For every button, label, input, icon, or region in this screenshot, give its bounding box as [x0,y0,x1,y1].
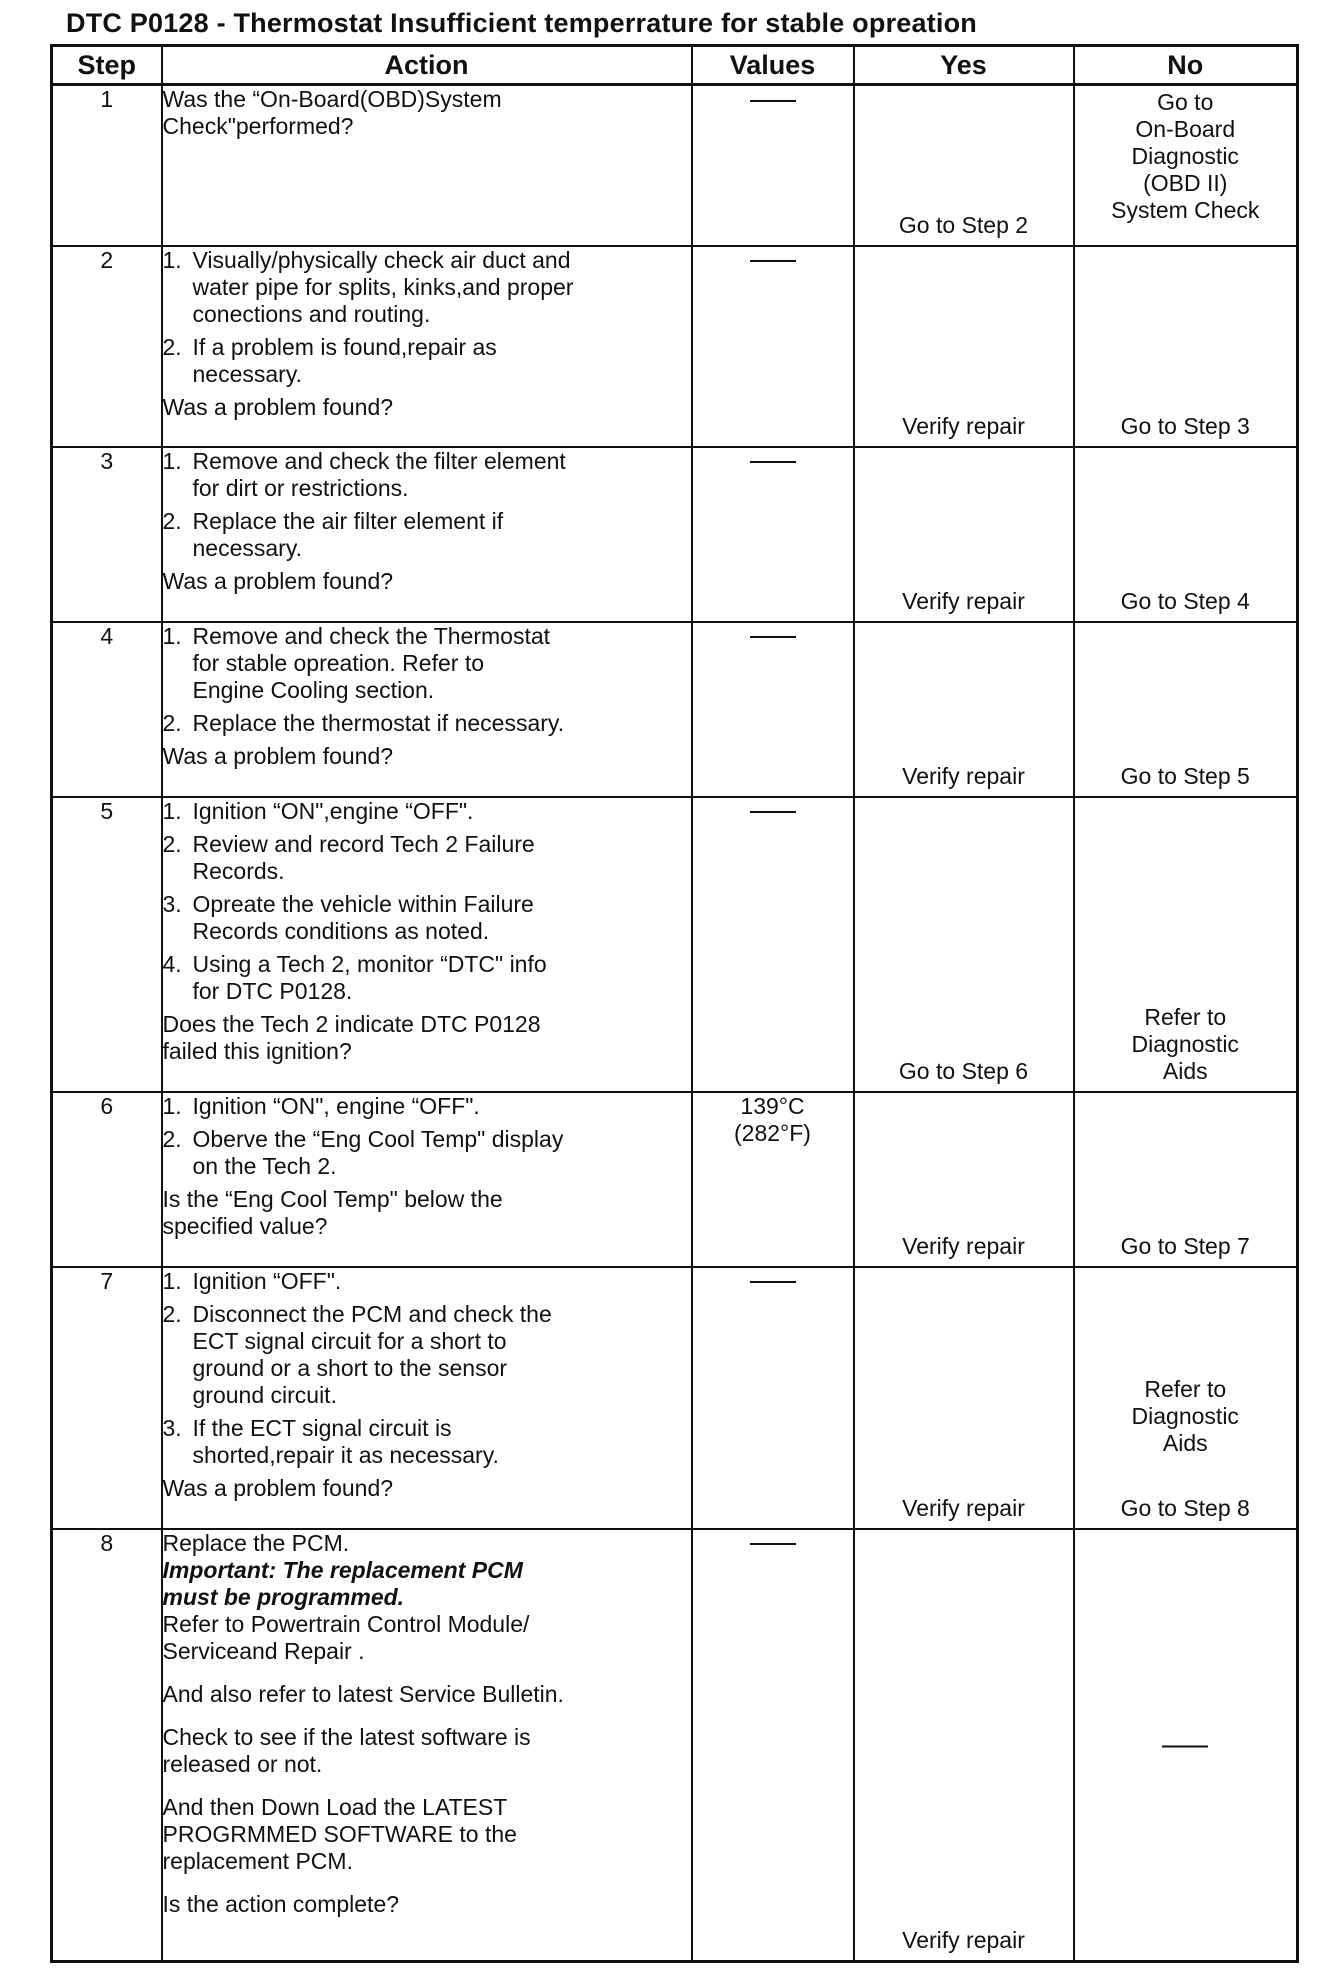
action-text: Replace the PCM. [162,1529,350,1556]
no-text: Go to Step 8 [1120,1494,1250,1521]
no-cell [1074,1092,1298,1267]
action-item: 1. Visually/physically check air duct and water pipe for splits, kinks,and proper conections and routing. [162,246,574,327]
action-item: 2. If a problem is found,repair as necessary. [162,333,497,387]
header-row [52,46,1298,85]
table-row [52,622,1298,797]
no-text: Go to Step 4 [1120,587,1250,614]
no-text: Diagnostic [1131,1402,1239,1429]
header-yes: Yes [854,46,1074,85]
action-cell [162,1092,692,1267]
refer-text: Refer to Powertrain Control Module/ Serviceand Repair . [162,1610,530,1664]
action-item: 2. Disconnect the PCM and check the ECT signal circuit for a short to ground or a short to the sensor ground circuit. [162,1300,552,1408]
dash [750,461,796,463]
action-question: Was a problem found? [162,742,394,769]
action-question: Is the “Eng Cool Temp" below the specified value? [162,1185,503,1239]
step-number: 1 [52,85,162,246]
yes-text: Verify repair [902,587,1025,614]
action-text: And then Down Load the LATEST PROGRMMED SOFTWARE to the replacement PCM. [162,1793,517,1874]
action-question: Was a problem found? [162,393,394,420]
dash [750,811,796,813]
action-item: 2. Oberve the “Eng Cool Temp" display on the Tech 2. [162,1125,564,1179]
action-cell [162,246,692,447]
no-cell [1074,622,1298,797]
no-text: Go to [1157,89,1214,115]
action-item: 1. Ignition “OFF". [162,1267,342,1294]
no-text: Aids [1162,1429,1208,1456]
no-cell [1074,797,1298,1092]
diagnostic-table [50,44,1299,1963]
action-item: 2. Replace the air filter element if necessary. [162,507,504,561]
action-item: 1. Ignition “ON",engine “OFF". [162,797,474,824]
action-cell [162,1529,692,1962]
yes-cell [854,622,1074,797]
step-number: 3 [52,447,162,622]
action-text: And also refer to latest Service Bulletin. [162,1680,564,1707]
yes-cell [854,246,1074,447]
action-cell [162,85,692,246]
step-number: 4 [52,622,162,797]
step-number: 6 [52,1092,162,1267]
action-item: 3. Opreate the vehicle within Failure Records conditions as noted. [162,890,534,944]
action-text: Check"performed? [162,113,354,139]
no-text: On-Board [1135,116,1236,142]
table-row [52,1529,1298,1962]
values-cell [692,1267,854,1529]
action-cell [162,797,692,1092]
yes-cell [854,85,1074,246]
header-no: No [1074,46,1298,85]
action-text: Was the “On-Board(OBD)System [162,86,502,112]
table-row [52,797,1298,1092]
action-question: Does the Tech 2 indicate DTC P0128 failed this ignition? [162,1010,541,1064]
yes-text: Verify repair [902,412,1025,439]
no-cell [1074,1267,1298,1529]
no-text: Aids [1162,1057,1208,1084]
action-question: Was a problem found? [162,567,394,594]
page-title: DTC P0128 - Thermostat Insufficient temperrature for stable opreation [66,8,977,38]
action-item: 1. Ignition “ON", engine “OFF". [162,1092,480,1119]
table-row [52,1267,1298,1529]
values-cell [692,447,854,622]
action-item: 1. Remove and check the filter element for dirt or restrictions. [162,447,566,501]
value-text: (282°F) [734,1119,811,1146]
step-number: 2 [52,246,162,447]
action-item: 4. Using a Tech 2, monitor “DTC" info for DTC P0128. [162,950,547,1004]
table-row [52,85,1298,246]
yes-cell [854,797,1074,1092]
yes-text: Verify repair [902,1232,1025,1259]
dash [750,1281,796,1283]
dash [1162,1745,1208,1747]
values-cell [692,246,854,447]
step-number: 5 [52,797,162,1092]
action-item: 2. Replace the thermostat if necessary. [162,709,565,736]
values-cell [692,85,854,246]
action-item: 2. Review and record Tech 2 Failure Records. [162,830,535,884]
step-number: 7 [52,1267,162,1529]
action-item: 1. Remove and check the Thermostat for stable opreation. Refer to Engine Cooling section. [162,622,551,703]
no-text: Go to Step 7 [1120,1232,1250,1259]
no-cell [1074,85,1298,246]
dash [750,636,796,638]
value-text: 139°C [740,1092,805,1119]
no-text: Diagnostic [1131,1030,1239,1057]
values-cell [692,1529,854,1962]
action-cell [162,1267,692,1529]
yes-cell [854,1092,1074,1267]
yes-cell [854,447,1074,622]
values-cell [692,1092,854,1267]
yes-text: Verify repair [902,1927,1025,1953]
action-cell [162,447,692,622]
no-text: Go to Step 5 [1120,762,1250,789]
step-number: 8 [52,1529,162,1962]
important-note: Important: The replacement PCM must be programmed. [162,1556,523,1610]
action-question: Was a problem found? [162,1474,394,1501]
yes-text: Verify repair [902,762,1025,789]
header-action: Action [162,46,692,85]
no-text: Diagnostic [1131,143,1239,169]
dash [750,1543,796,1545]
header-step: Step [52,46,162,85]
dash [750,100,796,102]
values-cell [692,622,854,797]
action-item: 3. If the ECT signal circuit is shorted,repair it as necessary. [162,1414,499,1468]
yes-cell [854,1529,1074,1962]
header-values: Values [692,46,854,85]
no-cell [1074,246,1298,447]
no-cell [1074,1529,1298,1962]
no-text: Refer to [1144,1003,1227,1030]
action-cell [162,622,692,797]
yes-cell [854,1267,1074,1529]
values-cell [692,797,854,1092]
table-row [52,447,1298,622]
table-row [52,246,1298,447]
dash [750,260,796,262]
no-text: System Check [1111,197,1260,223]
action-question: Is the action complete? [162,1890,400,1917]
yes-text: Verify repair [902,1494,1025,1521]
action-text: Check to see if the latest software is released or not. [162,1723,531,1777]
no-text: (OBD II) [1143,170,1228,196]
no-cell [1074,447,1298,622]
no-text: Go to Step 3 [1120,412,1250,439]
yes-text: Go to Step 6 [898,1057,1029,1084]
no-text: Refer to [1144,1375,1227,1402]
yes-text: Go to Step 2 [898,211,1029,238]
table-row [52,1092,1298,1267]
